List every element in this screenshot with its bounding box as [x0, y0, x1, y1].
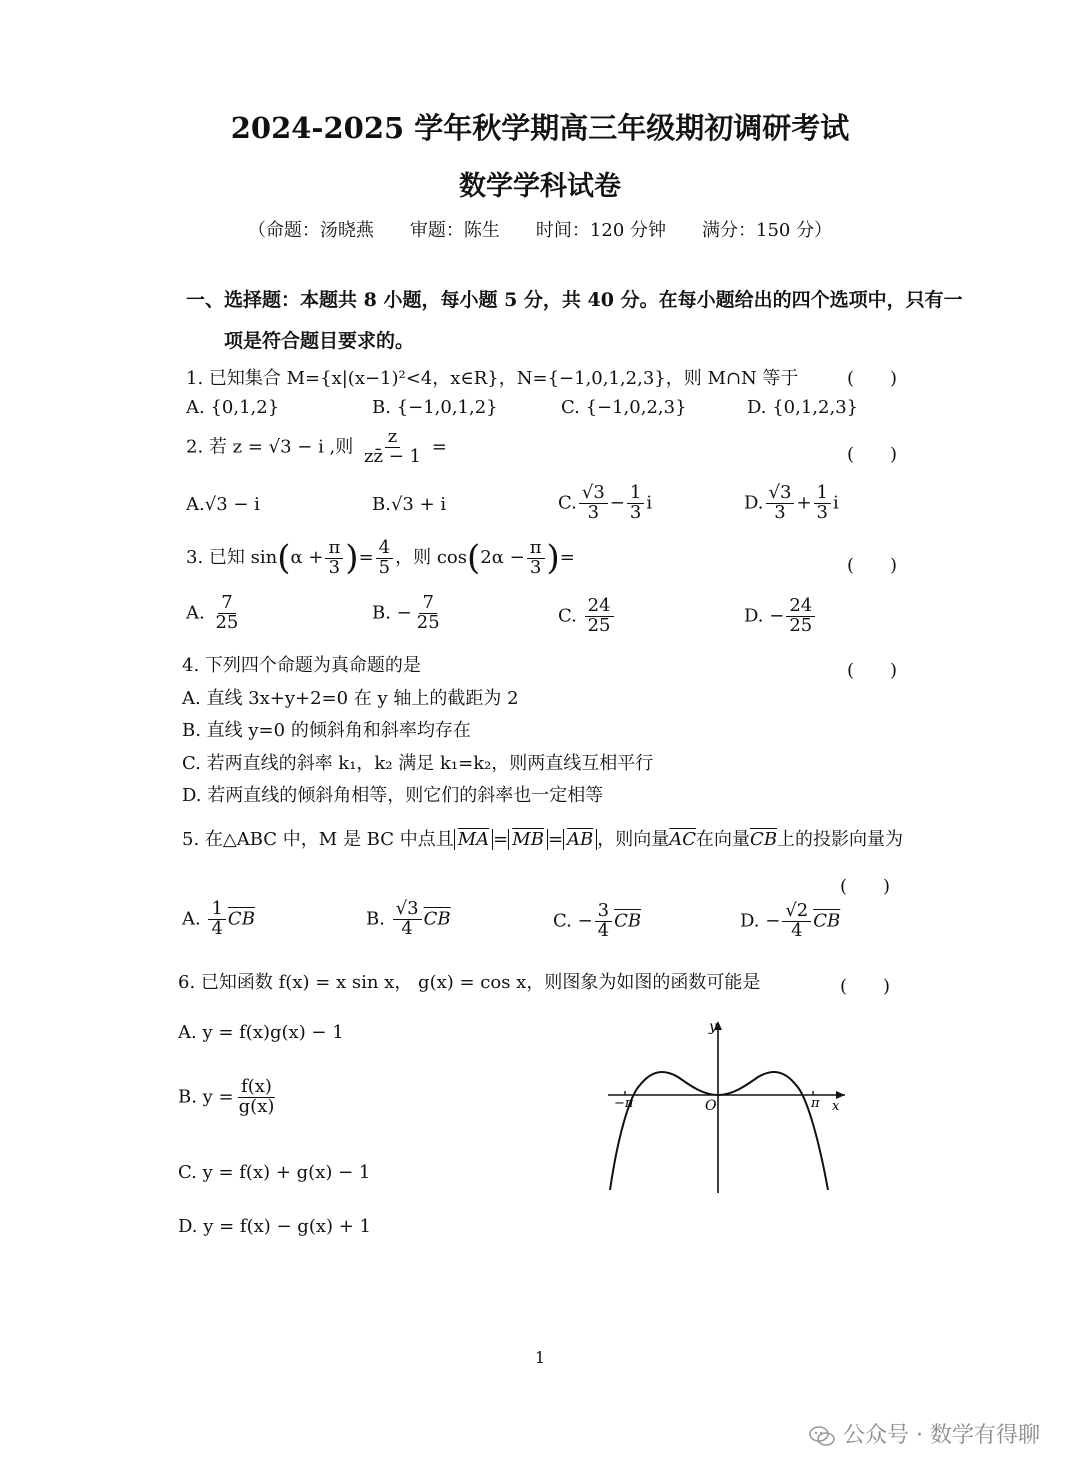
section-heading-line2: 项是符合题目要求的。 — [224, 330, 415, 352]
q4-option-d: D. 若两直线的倾斜角相等，则它们的斜率也一定相等 — [182, 785, 604, 806]
q5-a-frac — [208, 900, 225, 939]
graph-y-label: y — [709, 1019, 717, 1035]
q3-sin-arg: α + — [290, 547, 324, 568]
q3-cos-arg: 2α − — [480, 547, 525, 568]
q3-value-frac — [376, 536, 393, 578]
q5-option-d — [740, 902, 840, 941]
q6-option-d: D. y = f(x) − g(x) + 1 — [178, 1216, 372, 1237]
q3-cos-3: 3 — [529, 556, 542, 578]
q2-frac-den: zz̄ − 1 — [364, 445, 421, 467]
q3-d-label: D. − — [744, 605, 785, 627]
q5-c-frac — [595, 902, 612, 941]
q6-function-graph — [600, 1015, 850, 1200]
q3-d-den: 25 — [789, 614, 813, 636]
q5-vec-mb: $\overline{MB}$ — [512, 829, 544, 850]
q3-sin-frac — [325, 536, 343, 578]
exam-title: 2024-2025 学年秋学期高三年级期初调研考试 — [230, 111, 850, 145]
q2-option-b: B.√3 + i — [372, 494, 447, 515]
q1-answer-paren: ( ) — [847, 368, 898, 389]
q6-b-den: g(x) — [238, 1095, 275, 1117]
q3-paren-open-2: ( — [467, 538, 481, 578]
graph-origin-label: O — [705, 1098, 717, 1114]
q3-stem-prefix: 3. 已知 sin — [186, 547, 278, 568]
q3-c-num: 24 — [585, 597, 614, 617]
q5-d-label: D. − — [740, 910, 781, 932]
q3-option-c — [558, 597, 616, 636]
q5-b-vec: $\overline{CB}$ — [423, 908, 451, 930]
q6-b-frac — [236, 1078, 278, 1117]
q2-d-tail: i — [832, 492, 839, 514]
q5-stem-mid: ，则向量 — [597, 829, 670, 850]
q2-stem-prefix: 2. 若 z = √3 − i ,则 — [186, 436, 354, 458]
q3-sin-pi: π — [325, 539, 343, 559]
q2-c-frac1 — [579, 484, 608, 523]
q2-fraction — [361, 428, 424, 467]
q3-a-label: A. — [186, 602, 205, 624]
q2-c-n1: √3 — [579, 484, 608, 504]
graph-x-arrow — [836, 1091, 845, 1099]
q3-c-frac — [585, 597, 614, 636]
q5-d-num: √2 — [782, 902, 811, 922]
q3-option-b — [372, 594, 445, 633]
q5-abs-ab — [563, 829, 597, 850]
q1-option-b: B. {−1,0,1,2} — [372, 397, 498, 418]
q5-stem-mid2: 在向量 — [696, 829, 751, 850]
q5-a-num: 1 — [208, 900, 225, 920]
q5-stem: 5. 在△ABC 中，M 是 BC 中点且 $\overline{MA} = \overline{MB} = \overline{AB}$ ，则向量$\overline{AC}$在向量$\overline{CB}$上的投影向量为 — [182, 829, 904, 850]
q3-c-label: C. — [558, 605, 577, 627]
q1-option-c: C. {−1,0,2,3} — [561, 397, 687, 418]
q3-b-num: 7 — [419, 594, 436, 614]
q2-d-frac1 — [766, 484, 795, 523]
watermark — [809, 1418, 1040, 1449]
q2-option-a: A.√3 − i — [186, 494, 260, 515]
q5-abs-ma — [454, 829, 493, 850]
q2-option-c — [558, 484, 652, 523]
q5-stem-suffix: 上的投影向量为 — [777, 829, 904, 850]
q6-option-a: A. y = f(x)g(x) − 1 — [178, 1022, 344, 1043]
q2-option-d — [744, 484, 839, 523]
q3-b-den: 25 — [416, 611, 440, 633]
q5-b-frac — [393, 900, 422, 939]
q2-stem-suffix: = — [431, 436, 447, 458]
q5-stem-prefix: 5. 在△ABC 中，M 是 BC 中点且 — [182, 829, 454, 850]
q3-cos-frac — [527, 536, 545, 578]
q2-d-n1: √3 — [766, 484, 795, 504]
q3-value-num: 4 — [376, 539, 393, 559]
q2-d-d2: 3 — [816, 501, 828, 523]
q5-vec-ac: $\overline{AC}$ — [669, 829, 697, 850]
q3-option-a — [186, 594, 243, 633]
q1-stem: 1. 已知集合 M={x|(x−1)²<4，x∈R}，N={−1,0,1,2,3}，则 M∩N 等于 — [186, 368, 799, 389]
q2-c-label: C. — [558, 492, 577, 514]
page-number: 1 — [534, 1348, 546, 1367]
q2-c-n2: 1 — [627, 484, 644, 504]
q2-d-d1: 3 — [774, 501, 786, 523]
section-heading-line1: 一、选择题：本题共 8 小题，每小题 5 分，共 40 分。在每小题给出的四个选项中，只有一 — [186, 289, 963, 311]
q2-frac-num: z — [385, 428, 400, 448]
q5-vec-ab: $\overline{AB}$ — [567, 829, 594, 850]
q1-option-d: D. {0,1,2,3} — [747, 397, 859, 418]
q2-stem — [186, 428, 447, 467]
exam-meta: （命题：汤晓燕 审题：陈生 时间：120 分钟 满分：150 分） — [247, 220, 833, 241]
q4-option-a: A. 直线 3x+y+2=0 在 y 轴上的截距为 2 — [182, 688, 519, 709]
q2-d-frac2 — [814, 484, 831, 523]
q5-vec-cb: $\overline{CB}$ — [750, 829, 778, 850]
q5-option-b — [366, 900, 451, 939]
q5-c-label: C. − — [553, 910, 593, 932]
q5-d-frac — [782, 902, 811, 941]
q4-answer-paren: ( ) — [847, 660, 898, 681]
q2-c-op: − — [609, 492, 625, 514]
q2-d-label: D. — [744, 492, 764, 514]
q3-paren-close-2: ) — [546, 538, 560, 578]
q6-b-num: f(x) — [238, 1078, 275, 1098]
q3-tail: = — [559, 547, 575, 568]
q5-b-label: B. — [366, 908, 385, 930]
q2-d-op: + — [796, 492, 812, 514]
q4-stem: 4. 下列四个命题为真命题的是 — [182, 655, 421, 676]
q5-b-den: 4 — [401, 917, 413, 939]
q5-option-c — [553, 902, 641, 941]
q5-option-a — [182, 900, 255, 939]
q6-option-b — [178, 1078, 279, 1117]
wechat-icon — [809, 1426, 835, 1446]
q3-stem — [186, 538, 575, 578]
q5-d-den: 4 — [791, 919, 803, 941]
q5-c-num: 3 — [595, 902, 612, 922]
q6-b-label: B. y = — [178, 1086, 234, 1108]
q2-c-d1: 3 — [587, 501, 600, 523]
q1-option-a: A. {0,1,2} — [186, 397, 280, 418]
q5-answer-paren: ( ) — [840, 876, 891, 897]
q3-cos-pi: π — [527, 539, 545, 559]
q3-eq: = — [358, 547, 374, 568]
q6-option-c: C. y = f(x) + g(x) − 1 — [178, 1162, 371, 1183]
q3-b-frac — [414, 594, 443, 633]
q2-answer-paren: ( ) — [847, 444, 898, 465]
exam-subtitle: 数学学科试卷 — [459, 171, 621, 202]
q6-answer-paren: ( ) — [840, 976, 891, 997]
graph-neg-pi-label: −π — [614, 1096, 634, 1111]
q3-then: ，则 cos — [395, 547, 467, 568]
q5-abs-mb — [508, 829, 548, 850]
q2-d-n2: 1 — [814, 484, 831, 504]
q5-d-vec: $\overline{CB}$ — [813, 910, 841, 932]
q3-option-d — [744, 597, 817, 636]
q4-option-c: C. 若两直线的斜率 k₁，k₂ 满足 k₁=k₂，则两直线互相平行 — [182, 753, 654, 774]
q2-c-frac2 — [627, 484, 644, 523]
q4-option-b: B. 直线 y=0 的倾斜角和斜率均存在 — [182, 720, 471, 741]
q3-answer-paren: ( ) — [847, 555, 898, 576]
q5-a-label: A. — [182, 908, 201, 930]
q3-a-num: 7 — [218, 594, 235, 614]
q2-c-tail: i — [646, 492, 653, 514]
graph-curve — [610, 1072, 828, 1190]
q5-b-num: √3 — [393, 900, 422, 920]
q3-a-den: 25 — [215, 611, 239, 633]
q3-b-label: B. − — [372, 602, 412, 624]
q3-a-frac — [212, 594, 241, 633]
graph-pi-label: π — [811, 1096, 820, 1111]
q5-c-den: 4 — [597, 919, 610, 941]
q3-paren-close-1: ) — [345, 538, 359, 578]
q5-a-vec: $\overline{CB}$ — [227, 908, 255, 930]
q5-a-den: 4 — [211, 917, 223, 939]
q3-d-frac — [786, 597, 815, 636]
q3-c-den: 25 — [587, 614, 611, 636]
q6-stem: 6. 已知函数 f(x) = x sin x， g(x) = cos x，则图象为如图的函数可能是 — [178, 972, 761, 993]
watermark-text: 公众号 · 数学有得聊 — [843, 1423, 1040, 1448]
q3-sin-3: 3 — [328, 556, 341, 578]
q3-value-den: 5 — [378, 556, 391, 578]
q2-c-d2: 3 — [629, 501, 642, 523]
q3-paren-open-1: ( — [277, 538, 291, 578]
q3-d-num: 24 — [786, 597, 815, 617]
q5-c-vec: $\overline{CB}$ — [614, 910, 642, 932]
q5-vec-ma: $\overline{MA}$ — [457, 829, 490, 850]
graph-x-label: x — [832, 1099, 840, 1114]
